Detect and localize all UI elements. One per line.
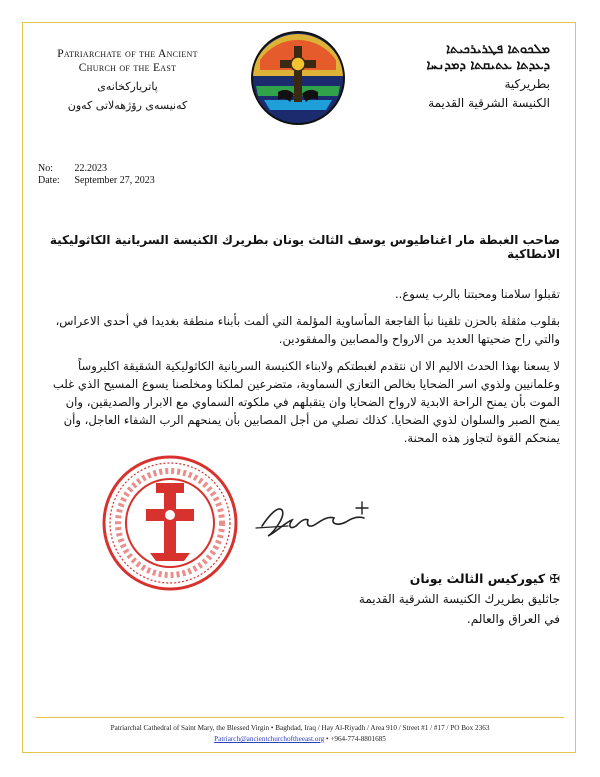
letter-date-value: September 27, 2023 <box>74 175 155 186</box>
header-syriac-line2: ܕܥܕܬܐ ܥܬܝܩܬܐ ܕܡܕܢܚܐ <box>426 58 550 73</box>
signer-block <box>300 569 560 629</box>
body-paragraph-2: لا يسعنا بهذا الحدث الاليم الا ان نتقدم لغبطتكم ولابناء الكنيسة السريانية الكاثوليكية الشقيقة اكليروساً وعلمانيين ولذوي اسر الضحايا بخالص التعازي السماوية، متضرعين لملكنا ومخلصنا يسوع المسيح الذي غلب الموت بأن يمنح الراحة الابدية لارواح الضحايا وان يتقبلهم في ملكوته السماوي مع الابرار والصديقين، وان يمنح الصبر والسلوان لذوي الضحايا. كذلك نصلي من أجل المصابين بأن يمنحهم الرب الشفاء العاجل، وأن يمنحكم القوة لتجاوز هذه المحنة. <box>52 359 560 445</box>
header-left <box>40 47 215 113</box>
footer-email-link[interactable]: Patriarch@ancientchurchoftheeast.org <box>214 735 325 743</box>
footer-address: Patriarchal Cathedral of Saint Mary, the Blessed Virgin • Baghdad, Iraq / Hay Al-Riyadh / Area 910 / Street #1 / #17 / PO Box 2363 <box>110 724 490 732</box>
letter-date-row <box>38 175 155 187</box>
footer <box>36 723 564 745</box>
letter-body <box>48 285 560 456</box>
footer-contact <box>36 734 564 745</box>
signer-title-line2: في العراق والعالم. <box>466 612 560 626</box>
letter-date-label: Date: <box>38 175 60 186</box>
header-arabic-line2: الكنيسة الشرقية القديمة <box>428 96 550 110</box>
church-emblem-logo <box>250 30 346 126</box>
body-paragraph-1: بقلوب مثقلة بالحزن تلقينا نبأ الفاجعة المأساوية المؤلمة التي ألمت بأبناء منطقة بغديدا في أحدى الاعراس، والتي راح ضحيتها العديد من الارواح والمصابين والمفقودين. <box>55 314 560 346</box>
footer-divider <box>36 717 564 718</box>
letter-number-row <box>38 163 155 175</box>
footer-phone: • +964-774-8801685 <box>325 735 386 743</box>
header-right <box>405 42 550 112</box>
header-syriac-line1: ܡܠܟܘܬܐ ܦܛܪܝܪܟܝܬܐ <box>446 42 550 57</box>
letter-number-value: 22.2023 <box>74 163 107 174</box>
letter-title: صاحب الغبطة مار اغناطيوس يوسف الثالث يونان بطريرك الكنيسة السريانية الكاثوليكية الانطاكية <box>49 233 560 261</box>
header-en-line2: Church of the East <box>78 62 177 74</box>
header-arabic-line1: بطريركية <box>504 77 550 91</box>
body-greeting: تقبلوا سلامنا ومحبتنا بالرب يسوع.. <box>394 287 560 301</box>
letter-meta <box>38 163 155 187</box>
letter-number-label: No: <box>38 163 53 174</box>
header-kurdish-line2: کەنیسەی رۆژهەلاتی کەون <box>67 99 188 112</box>
signer-title-line1: جاثليق بطريرك الكنيسة الشرقية القديمة <box>358 592 560 606</box>
signer-name: ✠ كيوركيس الثالث يونان <box>409 571 560 586</box>
signature <box>248 496 378 546</box>
header-kurdish-line1: پاتریارکخانەی <box>97 80 158 93</box>
patriarchal-seal <box>100 453 240 593</box>
header-en-line1: Patriarchate of the Ancient <box>57 48 198 60</box>
